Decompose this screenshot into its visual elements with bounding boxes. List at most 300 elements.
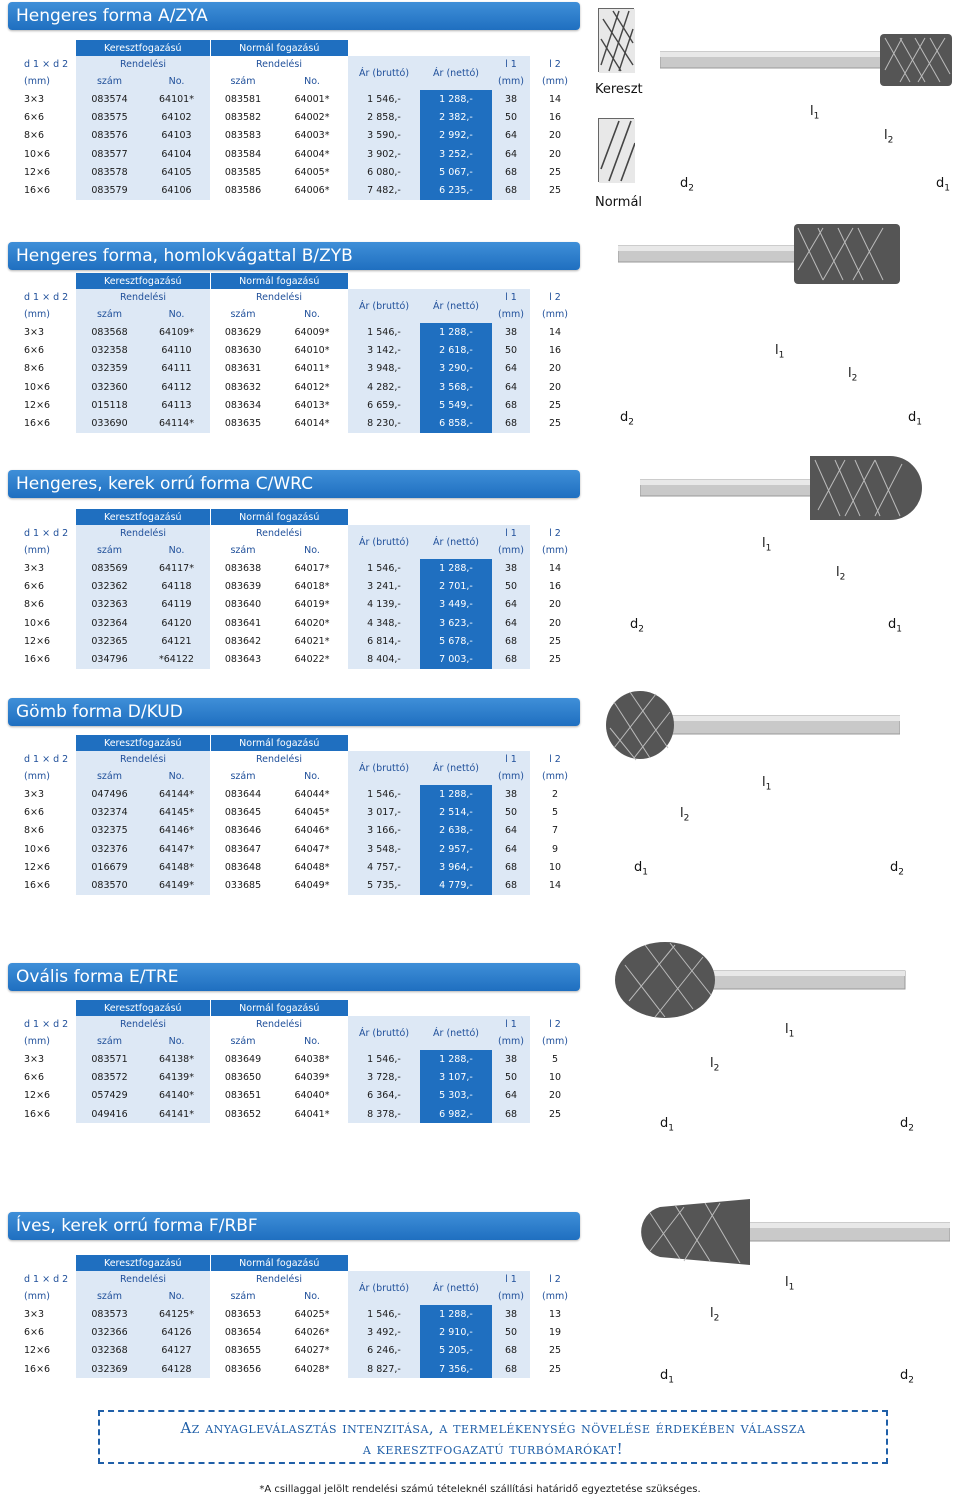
cell-net: 3 964,-	[420, 858, 492, 876]
cell-no-normal: 64028*	[276, 1360, 348, 1378]
cell-no-normal: 64012*	[276, 378, 348, 396]
cell-net: 3 107,-	[420, 1068, 492, 1086]
cell-l2: 14	[530, 90, 580, 108]
table-row	[10, 108, 580, 126]
header-blank	[10, 735, 76, 751]
header-order-cross: Rendelési	[76, 289, 210, 306]
cell-gross: 3 166,-	[348, 822, 420, 840]
cell-size: 16×6	[10, 414, 76, 432]
cell-no-cross: 64109*	[143, 323, 210, 341]
header-gross: Ár (bruttó)	[348, 56, 420, 90]
cell-net: 6 235,-	[420, 181, 492, 199]
cell-gross: 1 546,-	[348, 1305, 420, 1323]
cell-size: 10×6	[10, 840, 76, 858]
cell-l1: 64	[492, 840, 530, 858]
table-row	[10, 378, 580, 396]
cell-net: 3 568,-	[420, 378, 492, 396]
cell-no-normal: 64005*	[276, 163, 348, 181]
header-mm: (mm)	[10, 1288, 76, 1305]
header-blank	[348, 273, 420, 289]
cell-size: 8×6	[10, 596, 76, 614]
cell-l2: 5	[530, 1050, 580, 1068]
table-row	[10, 614, 580, 632]
header-order-cross: Rendelési	[76, 525, 210, 542]
header-blank	[420, 509, 492, 525]
cell-net: 5 205,-	[420, 1342, 492, 1360]
header-size: d 1 × d 2	[10, 289, 76, 306]
cell-net: 2 382,-	[420, 108, 492, 126]
cell-no-normal: 64014*	[276, 414, 348, 432]
dim-l1-s2: $l_1$	[775, 343, 785, 361]
header-blank	[492, 1255, 530, 1271]
header-blank	[420, 40, 492, 56]
table-row	[10, 876, 580, 894]
dim-l2-s4: $l_2$	[680, 806, 690, 824]
header-no-normal: No.	[276, 542, 348, 559]
cell-order-normal: 083634	[210, 396, 276, 414]
cell-size: 8×6	[10, 127, 76, 145]
cell-order-cross: 047496	[76, 785, 143, 803]
cell-gross: 5 735,-	[348, 876, 420, 894]
header-no-cross: No.	[143, 73, 210, 90]
cell-no-normal: 64038*	[276, 1050, 348, 1068]
cell-order-cross: 016679	[76, 858, 143, 876]
header-normal: Normál fogazású	[210, 1000, 348, 1016]
cell-l1: 64	[492, 378, 530, 396]
header-size: d 1 × d 2	[10, 525, 76, 542]
cell-l2: 25	[530, 1105, 580, 1123]
table-row	[10, 577, 580, 595]
ball-burr-image	[600, 688, 900, 768]
cell-order-normal: 083635	[210, 414, 276, 432]
cell-order-cross: 032375	[76, 822, 143, 840]
cell-order-normal: 083584	[210, 145, 276, 163]
cell-l2: 20	[530, 127, 580, 145]
cell-l2: 16	[530, 108, 580, 126]
header-blank	[492, 40, 530, 56]
cell-no-cross: 64118	[143, 577, 210, 595]
cell-order-normal: 083646	[210, 822, 276, 840]
dim-l2-s1: $l_2$	[884, 128, 894, 146]
cell-l2: 25	[530, 181, 580, 199]
header-l2: l 2	[530, 56, 580, 73]
cell-no-cross: 64117*	[143, 559, 210, 577]
header-normal: Normál fogazású	[210, 1255, 348, 1271]
cell-l2: 10	[530, 1068, 580, 1086]
cell-net: 2 992,-	[420, 127, 492, 145]
header-normal: Normál fogazású	[210, 509, 348, 525]
cell-no-normal: 64020*	[276, 614, 348, 632]
cell-gross: 3 017,-	[348, 803, 420, 821]
header-cross: Keresztfogazású	[76, 1000, 210, 1016]
cell-l2: 25	[530, 650, 580, 668]
cell-order-cross: 015118	[76, 396, 143, 414]
header-num-cross: szám	[76, 1033, 143, 1050]
table-row	[10, 1050, 580, 1068]
cell-net: 6 982,-	[420, 1105, 492, 1123]
cell-net: 5 067,-	[420, 163, 492, 181]
section-title: Gömb forma D/KUD	[8, 698, 580, 726]
cell-size: 6×6	[10, 803, 76, 821]
cell-no-cross: 64146*	[143, 822, 210, 840]
cell-size: 12×6	[10, 163, 76, 181]
cell-l2: 14	[530, 876, 580, 894]
table-row	[10, 1342, 580, 1360]
header-l1: l 1	[492, 1016, 530, 1033]
cell-no-cross: 64119	[143, 596, 210, 614]
cell-gross: 6 814,-	[348, 632, 420, 650]
header-mm-l1: (mm)	[492, 73, 530, 90]
cell-gross: 6 080,-	[348, 163, 420, 181]
header-order-cross: Rendelési	[76, 1016, 210, 1033]
header-l2: l 2	[530, 1271, 580, 1288]
cross-teeth-icon	[598, 8, 634, 72]
cell-l2: 20	[530, 360, 580, 378]
header-num-normal: szám	[210, 1033, 276, 1050]
cell-l2: 5	[530, 803, 580, 821]
header-order-normal: Rendelési	[210, 751, 348, 768]
cell-order-cross: 083579	[76, 181, 143, 199]
cell-l2: 20	[530, 145, 580, 163]
cell-size: 16×6	[10, 1105, 76, 1123]
dim-d1-s1: $d_1$	[936, 176, 950, 194]
cell-no-cross: 64111	[143, 360, 210, 378]
cell-no-normal: 64047*	[276, 840, 348, 858]
cell-order-normal: 083631	[210, 360, 276, 378]
cell-no-cross: 64105	[143, 163, 210, 181]
cell-no-normal: 64019*	[276, 596, 348, 614]
header-gross: Ár (bruttó)	[348, 289, 420, 323]
header-blank	[10, 509, 76, 525]
cell-l2: 14	[530, 559, 580, 577]
cell-order-normal: 083582	[210, 108, 276, 126]
cell-size: 6×6	[10, 577, 76, 595]
table-row	[10, 414, 580, 432]
cell-no-normal: 64004*	[276, 145, 348, 163]
cell-size: 3×3	[10, 90, 76, 108]
dim-l1-s5: $l_1$	[785, 1022, 795, 1040]
header-l2: l 2	[530, 289, 580, 306]
cell-order-cross: 083570	[76, 876, 143, 894]
header-blank	[492, 273, 530, 289]
cell-order-normal: 083653	[210, 1305, 276, 1323]
cell-gross: 7 482,-	[348, 181, 420, 199]
cell-net: 5 303,-	[420, 1087, 492, 1105]
header-num-normal: szám	[210, 1288, 276, 1305]
table-row	[10, 323, 580, 341]
cell-net: 1 288,-	[420, 785, 492, 803]
header-net: Ár (nettó)	[420, 56, 492, 90]
cell-order-cross: 032360	[76, 378, 143, 396]
header-no-cross: No.	[143, 1288, 210, 1305]
cell-no-cross: 64113	[143, 396, 210, 414]
cell-gross: 4 348,-	[348, 614, 420, 632]
cell-no-normal: 64022*	[276, 650, 348, 668]
cell-gross: 8 378,-	[348, 1105, 420, 1123]
cell-order-normal: 083652	[210, 1105, 276, 1123]
cell-size: 16×6	[10, 650, 76, 668]
cell-gross: 6 246,-	[348, 1342, 420, 1360]
header-l1: l 1	[492, 289, 530, 306]
cell-size: 12×6	[10, 1087, 76, 1105]
header-num-cross: szám	[76, 306, 143, 323]
dim-d1-s2: $d_1$	[908, 410, 922, 428]
cell-l1: 64	[492, 1087, 530, 1105]
cell-l2: 7	[530, 822, 580, 840]
cell-order-normal: 083650	[210, 1068, 276, 1086]
cell-net: 2 514,-	[420, 803, 492, 821]
header-blank	[530, 1000, 580, 1016]
cell-l1: 50	[492, 108, 530, 126]
cell-l2: 9	[530, 840, 580, 858]
table-row	[10, 163, 580, 181]
table-row	[10, 785, 580, 803]
header-mm-l1: (mm)	[492, 306, 530, 323]
cell-gross: 3 492,-	[348, 1323, 420, 1341]
cell-no-normal: 64048*	[276, 858, 348, 876]
header-num-cross: szám	[76, 1288, 143, 1305]
header-blank	[530, 1255, 580, 1271]
tree-ball-nose-burr-image	[620, 1193, 950, 1273]
cell-gross: 1 546,-	[348, 1050, 420, 1068]
cell-order-cross: 032362	[76, 577, 143, 595]
cell-order-cross: 083575	[76, 108, 143, 126]
promo-line-2: a keresztfogazatú turbómarókat!	[362, 1440, 624, 1458]
cell-l2: 13	[530, 1305, 580, 1323]
price-table	[10, 1000, 580, 1123]
header-gross: Ár (bruttó)	[348, 525, 420, 559]
cell-net: 1 288,-	[420, 1050, 492, 1068]
header-normal: Normál fogazású	[210, 273, 348, 289]
header-blank	[420, 1255, 492, 1271]
header-l1: l 1	[492, 56, 530, 73]
cell-no-normal: 64010*	[276, 341, 348, 359]
cell-size: 10×6	[10, 614, 76, 632]
header-blank	[10, 1000, 76, 1016]
header-blank	[10, 1255, 76, 1271]
header-normal: Normál fogazású	[210, 735, 348, 751]
cell-l2: 25	[530, 163, 580, 181]
dim-d2-s5: $d_2$	[900, 1116, 914, 1134]
cell-l2: 25	[530, 632, 580, 650]
cell-no-normal: 64006*	[276, 181, 348, 199]
normal-teeth-icon	[598, 118, 634, 182]
cell-gross: 3 728,-	[348, 1068, 420, 1086]
cell-size: 3×3	[10, 785, 76, 803]
cell-l2: 25	[530, 414, 580, 432]
header-no-normal: No.	[276, 73, 348, 90]
header-blank	[348, 40, 420, 56]
table-row	[10, 840, 580, 858]
cell-no-normal: 64026*	[276, 1323, 348, 1341]
cell-order-normal: 083639	[210, 577, 276, 595]
header-blank	[492, 1000, 530, 1016]
cell-no-normal: 64049*	[276, 876, 348, 894]
cell-no-normal: 64002*	[276, 108, 348, 126]
header-l1: l 1	[492, 1271, 530, 1288]
header-mm-l2: (mm)	[530, 768, 580, 785]
cell-net: 6 858,-	[420, 414, 492, 432]
cell-no-normal: 64001*	[276, 90, 348, 108]
cell-order-cross: 032376	[76, 840, 143, 858]
table-row	[10, 181, 580, 199]
header-mm-l2: (mm)	[530, 73, 580, 90]
header-net: Ár (nettó)	[420, 289, 492, 323]
header-no-normal: No.	[276, 1288, 348, 1305]
cell-l2: 25	[530, 396, 580, 414]
header-cross: Keresztfogazású	[76, 40, 210, 56]
header-blank	[492, 735, 530, 751]
cell-net: 2 618,-	[420, 341, 492, 359]
cell-l1: 50	[492, 341, 530, 359]
cell-order-cross: 083569	[76, 559, 143, 577]
header-num-cross: szám	[76, 768, 143, 785]
header-num-normal: szám	[210, 542, 276, 559]
header-net: Ár (nettó)	[420, 1271, 492, 1305]
header-mm: (mm)	[10, 768, 76, 785]
cell-gross: 3 142,-	[348, 341, 420, 359]
header-size: d 1 × d 2	[10, 1271, 76, 1288]
header-blank	[348, 1255, 420, 1271]
cell-no-cross: 64127	[143, 1342, 210, 1360]
cell-gross: 8 827,-	[348, 1360, 420, 1378]
header-mm-l1: (mm)	[492, 542, 530, 559]
header-cross: Keresztfogazású	[76, 735, 210, 751]
header-blank	[530, 40, 580, 56]
table-row	[10, 1087, 580, 1105]
cell-no-normal: 64027*	[276, 1342, 348, 1360]
cell-order-normal: 083581	[210, 90, 276, 108]
cell-size: 16×6	[10, 181, 76, 199]
cell-order-cross: 083571	[76, 1050, 143, 1068]
table-row	[10, 596, 580, 614]
cell-gross: 1 546,-	[348, 90, 420, 108]
cell-l1: 68	[492, 396, 530, 414]
header-blank	[420, 735, 492, 751]
cell-l2: 20	[530, 378, 580, 396]
cell-size: 12×6	[10, 1342, 76, 1360]
cell-order-normal: 033685	[210, 876, 276, 894]
cell-size: 12×6	[10, 396, 76, 414]
header-no-cross: No.	[143, 542, 210, 559]
cell-order-cross: 083574	[76, 90, 143, 108]
cell-no-cross: 64139*	[143, 1068, 210, 1086]
cross-teeth-label: Kereszt	[595, 82, 643, 97]
cell-order-cross: 032366	[76, 1323, 143, 1341]
cell-l2: 20	[530, 614, 580, 632]
header-net: Ár (nettó)	[420, 751, 492, 785]
cell-l1: 50	[492, 803, 530, 821]
cell-l1: 68	[492, 181, 530, 199]
header-cross: Keresztfogazású	[76, 273, 210, 289]
header-mm-l2: (mm)	[530, 1288, 580, 1305]
header-mm: (mm)	[10, 542, 76, 559]
header-order-cross: Rendelési	[76, 1271, 210, 1288]
header-no-cross: No.	[143, 768, 210, 785]
cell-size: 10×6	[10, 378, 76, 396]
cell-net: 5 549,-	[420, 396, 492, 414]
cell-order-cross: 083573	[76, 1305, 143, 1323]
cell-order-normal: 083654	[210, 1323, 276, 1341]
cell-l1: 68	[492, 632, 530, 650]
table-row	[10, 858, 580, 876]
table-row	[10, 822, 580, 840]
cell-net: 1 288,-	[420, 90, 492, 108]
cell-l2: 25	[530, 1342, 580, 1360]
header-mm-l2: (mm)	[530, 1033, 580, 1050]
cell-order-cross: 049416	[76, 1105, 143, 1123]
cell-l1: 68	[492, 1342, 530, 1360]
cell-order-cross: 083572	[76, 1068, 143, 1086]
cell-gross: 8 404,-	[348, 650, 420, 668]
header-normal: Normál fogazású	[210, 40, 348, 56]
price-table	[10, 509, 580, 669]
cell-order-normal: 083630	[210, 341, 276, 359]
cell-order-cross: 032359	[76, 360, 143, 378]
cell-order-cross: 032374	[76, 803, 143, 821]
header-blank	[348, 1000, 420, 1016]
cell-no-cross: 64144*	[143, 785, 210, 803]
header-l1: l 1	[492, 525, 530, 542]
cell-no-normal: 64025*	[276, 1305, 348, 1323]
promo-banner	[98, 1410, 888, 1464]
cell-l1: 50	[492, 1068, 530, 1086]
header-num-cross: szám	[76, 542, 143, 559]
cell-size: 3×3	[10, 1050, 76, 1068]
cell-no-normal: 64013*	[276, 396, 348, 414]
cell-no-cross: 64125*	[143, 1305, 210, 1323]
header-blank	[492, 509, 530, 525]
cell-no-normal: 64041*	[276, 1105, 348, 1123]
table-row	[10, 559, 580, 577]
cell-size: 3×3	[10, 559, 76, 577]
section-title: Hengeres forma, homlokvágattal B/ZYB	[8, 242, 580, 270]
cell-order-cross: 032358	[76, 341, 143, 359]
cell-net: 3 252,-	[420, 145, 492, 163]
dim-l1-s6: $l_1$	[785, 1275, 795, 1293]
dim-d1-s6: $d_1$	[660, 1368, 674, 1386]
cell-no-cross: 64103	[143, 127, 210, 145]
header-mm: (mm)	[10, 306, 76, 323]
table-row	[10, 127, 580, 145]
cell-order-cross: 083576	[76, 127, 143, 145]
dim-l1-s4: $l_1$	[762, 775, 772, 793]
header-no-cross: No.	[143, 306, 210, 323]
cell-l1: 64	[492, 596, 530, 614]
table-row	[10, 1360, 580, 1378]
section-title: Ovális forma E/TRE	[8, 963, 580, 991]
cell-size: 16×6	[10, 1360, 76, 1378]
oval-burr-image	[615, 935, 915, 1025]
cell-size: 6×6	[10, 1323, 76, 1341]
cell-l2: 19	[530, 1323, 580, 1341]
cell-size: 6×6	[10, 341, 76, 359]
header-order-cross: Rendelési	[76, 56, 210, 73]
cell-size: 3×3	[10, 1305, 76, 1323]
header-order-cross: Rendelési	[76, 751, 210, 768]
cell-no-cross: 64110	[143, 341, 210, 359]
section-title: Hengeres forma A/ZYA	[8, 2, 580, 30]
cell-l1: 50	[492, 577, 530, 595]
cell-no-normal: 64017*	[276, 559, 348, 577]
cell-order-normal: 083649	[210, 1050, 276, 1068]
cell-order-normal: 083632	[210, 378, 276, 396]
cell-no-normal: 64044*	[276, 785, 348, 803]
header-size: d 1 × d 2	[10, 1016, 76, 1033]
cell-no-cross: 64128	[143, 1360, 210, 1378]
footnote: *A csillaggal jelölt rendelési számú tételeknél szállítási határidő egyeztetése szükséges.	[259, 1484, 701, 1495]
header-num-normal: szám	[210, 73, 276, 90]
